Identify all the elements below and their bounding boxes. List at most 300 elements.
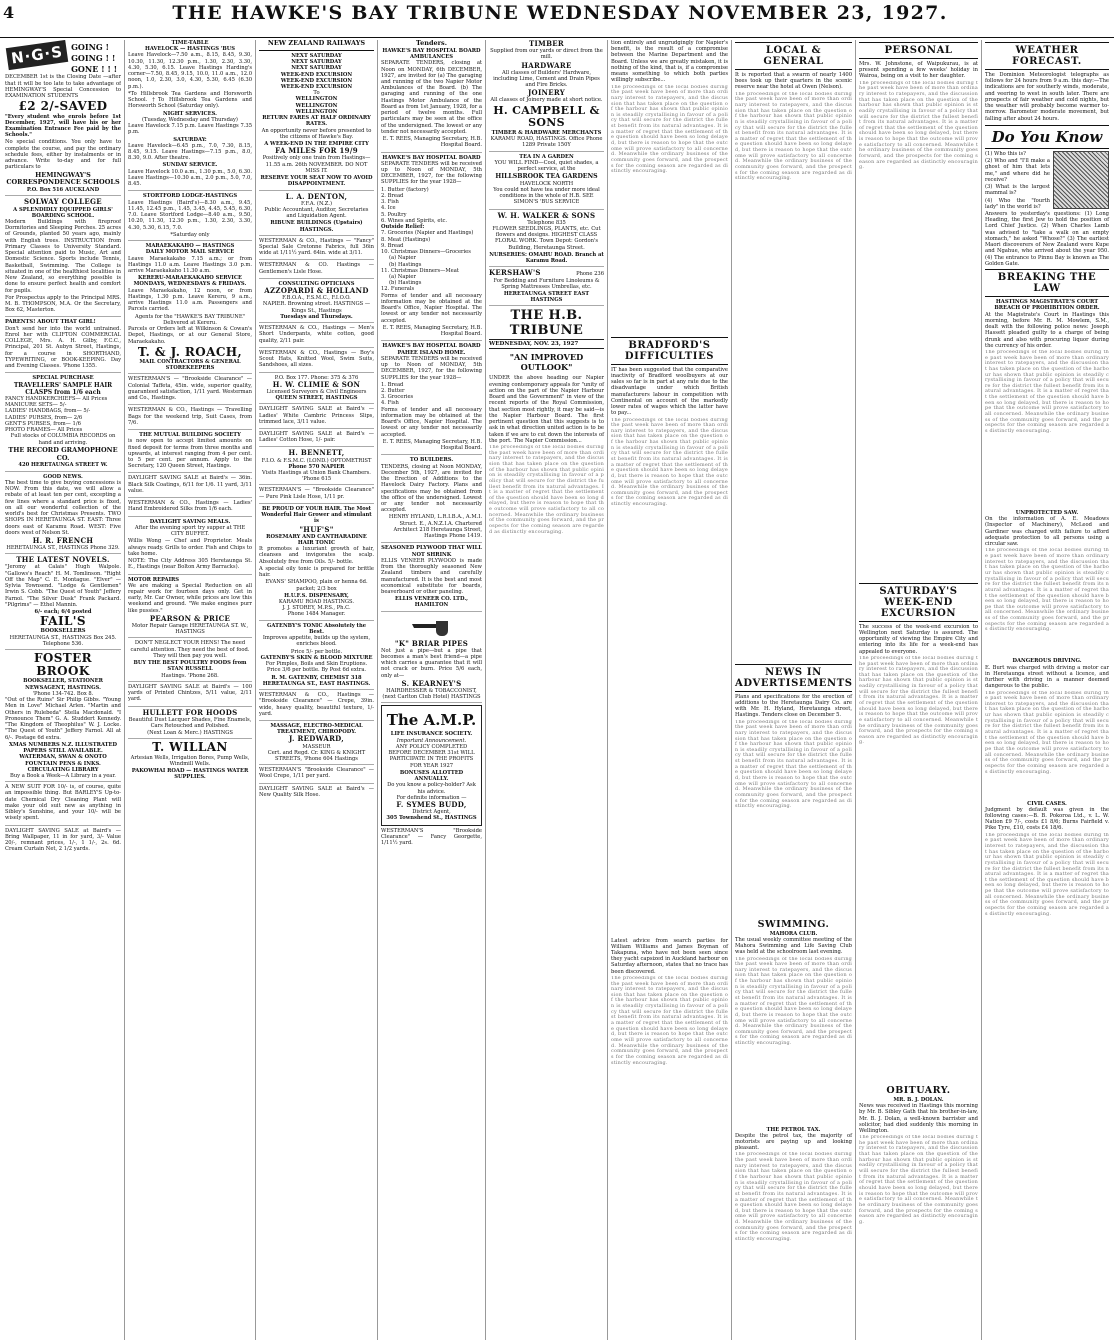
denton-ad (259, 193, 374, 236)
newsads-body: Plans and specifications for the erection of additions to the Heretaunga Dairy Co. are with Mr. H. Hyland, Heretaunga street, Hastings. Tenders close on December 5. (735, 693, 852, 719)
motor-head: MOTOR REPAIRS (128, 576, 180, 583)
daylight-b (259, 431, 374, 447)
column-4 (377, 40, 485, 1340)
daylight-bottom-body: DAYLIGHT SAVING SALE at Baird's — Bring Wallpaper, 11 in for yard, 3/- Value 20/-, remnant prices, 1/-, 1 1/-, 2s. 6d. Cream Curtain Net, 2 1/2 yards. (5, 827, 121, 853)
column-9 (981, 40, 1112, 1340)
westerman-2 (259, 262, 374, 278)
gatenby-chemist: R. M. GATENBY, CHEMIST 318 HERETAUNGA ST., EAST HASTINGS. (262, 674, 371, 687)
latest-head: THE LATEST NOVELS. (16, 556, 110, 565)
ad-text: DAYLIGHT SAVING SALE at Baird's — Ladies' White Cambric Princess Slips, trimmed lace, 3/11 value. (259, 406, 374, 425)
bradford-lead: IT has been suggested that the comparative inactivity of Bradford woolbuyers at our sales so far is in part at any rate due to the disadvantage under which British manufacturers labour in competition with Continental on account of the markedly lower rates of wages which the latter have to pay... (611, 366, 728, 417)
tenders-head: Tenders. (416, 40, 447, 47)
skin-head: GATENBY'S SKIN & BLOOD MIXTURE (260, 654, 373, 661)
hufs-body: It promotes a luxuriant growth of hair, cleanses and invigorates the scalp. Absolutely free from Oils. 5/- bottle. (259, 546, 374, 565)
ad-text: DAYLIGHT SAVING SALE at Baird's — 100 yards of Printed Chintzes, 5/11 value, 2/11 yard. (128, 683, 252, 703)
kershaw-phone: Phone 236 (576, 271, 604, 278)
column-7 (731, 40, 855, 1340)
willan-addr: PAKOWHAI ROAD — HASTINGS WATER SUPPLIES. (131, 767, 249, 781)
fails-name: FAIL'S (40, 614, 86, 629)
date-left: WEDNESDAY, NOV. 23, 1927 (489, 341, 579, 348)
personal-text: The proceedings of the local bodies during the past week have been of more than ordinary interest to ratepayers, and the discussion that has taken place on the question of the harbour has shown that public opinion is steadily crystallising in favour of a policy that will secure for the district the fullest benefit from its natural advantages. It is a matter of regret that the settlement of the question should have been so long delayed, but there is reason to hope that the outcome will prove satisfactory to all concerned. Meanwhile the ordinary business of the community goes forward, and the prospects for the coming season are regarded as distinctly encouraging. (859, 80, 978, 171)
t2-item: 3. Fish (381, 199, 399, 206)
climie-name: H. W. CLIMIE & SON (272, 379, 361, 389)
column-5 (485, 40, 607, 1340)
next-sat: NEXT SATURDAY (291, 52, 342, 59)
plywood-head: SEASONED PLYWOOD THAT WILL NOT SHRINK (381, 545, 482, 558)
saturday-body: The success of the week-end excursion to Wellington next Saturday is assured. The opportunity of viewing the Empire City and entering into its life for a week-end has appealed to everyone. (859, 623, 978, 655)
bennett-visit: Visits Hastings at Union Bank Chambers. 'Phone 615 (262, 469, 371, 483)
t2-item: 7. Groceries (Napier and Hastings) (381, 230, 474, 237)
sunday-body: Leave Havelock 10.0 a.m., 1.30 p.m., 5.0, 6.30. Leave Hastings—10.30 a.m., 2.0 p.m., 5.0, 7.0, 8.45. (128, 168, 252, 188)
t2-item: 8. Meat (Hastings) (381, 236, 431, 243)
t2-item: 4. Ice (381, 205, 396, 212)
night-head: NIGHT SERVICES. (163, 110, 217, 117)
t3-item: 4. Fish (381, 400, 399, 407)
law-head: BREAKING THE LAW (985, 269, 1109, 297)
massage: MASSAGE, ELECTRO-MEDICAL TREATMENT, CHIROPODY. (270, 723, 363, 736)
ad-text: WESTERMAN & CO., Hastings — Ladies' Hand Embroidered Silks from 1/6 each. (128, 500, 252, 513)
personal-head: PERSONAL (859, 42, 978, 59)
quiz-q3: (3) What is the largest mammal is? (985, 184, 1050, 197)
t3-body: SEPARATE TENDERS will be received up to Noon of MONDAY, 5th DECEMBER, 1927, for the following SUPPLIES for the year 1928— (381, 355, 482, 381)
parents-body: Don't send her into the world untrained. Enrol her with CLIFTON COMMERCIAL COLLEGE, Mrs. A. H. Gilby, F.C.C., Principal, 201 St. Aubyn Street, Hastings, for a course in SHORTHAND, TYPEWRITING, or BOOK-KEEPING. Day and Evening Classes. 'Phone 1355. (5, 325, 121, 370)
ad-text: DAYLIGHT SAVING SALE at Baird's — 36in. Black Silk Coatings, 6/11 for 1/6. 11 yard, 3/11 value. (128, 475, 252, 494)
kershaw-ad (489, 269, 604, 306)
t3-tail: Forms of tender and all necessary information may be obtained at the Board's Office, Napier Hospital. The lowest or any tender not necessarily accepted. (381, 406, 482, 438)
redward-sub: MASSEUR (302, 743, 331, 750)
amp-body: ANY POLICY COMPLETED BEFORE DECEMBER 31st WILL PARTICIPATE IN THE PROFITS FOR YEAR 1927 (388, 743, 475, 769)
reserve: RESERVE YOUR SEAT NOW TO AVOID DISAPPOINTMENT. (260, 175, 373, 188)
hemingway-ad (5, 40, 121, 196)
t2-sign: E. T. REES, Managing Secretary, H.B. Hospital Board. (382, 324, 482, 338)
bradford-head: BRADFORD'S DIFFICULTIES (611, 337, 728, 365)
amp-ad (381, 705, 482, 825)
local-lead: It is reported that a swarm of nearly 1400 bees took up their quarters in the scenic reserve near the hotel at Owen (Nelson). (735, 72, 852, 91)
tea-tail: You could not have tea under more ideal conditions in the whole of H.B. SEE SIMON'S 'BUS SERVICE (493, 186, 600, 206)
tonic-body: Improves appetite, builds up the system, enriches blood. (262, 635, 371, 648)
solway-sub: A SPLENDIDLY EQUIPPED GIRLS' BOARDING SCHOOL. (13, 206, 113, 219)
week-end-city: A WEEK-END IN THE EMPIRE CITY (264, 141, 369, 148)
t2-head: HAWKE'S BAY HOSPITAL BOARD (382, 154, 481, 161)
ad-text: WESTERMAN & CO., Hastings — Men's Short Underpants, white cotton, good quality, 2/11 pair. (259, 325, 374, 344)
walker-ad (489, 212, 604, 268)
purchase-head: SPECIAL PURCHASE (32, 375, 94, 382)
briar-ad (381, 614, 482, 704)
denton-name: L. A. DENTON, (285, 192, 348, 201)
record-addr: 420 HERETAUNGA STREET W. (18, 462, 108, 469)
tea-body: YOU WILL FIND—Cool, quiet shades, a perfect service, at the (494, 159, 599, 172)
t2-tail: Forms of tender and all necessary information may be obtained at the Board's Office, Napier Hospital. The lowest or any tender not necessarily accepted. (381, 292, 482, 324)
dont-neglect: DON'T NEGLECT YOUR HENS! The need careful attention. They need the best of food. They will then pay you well. (130, 640, 250, 659)
builders-tender (381, 457, 482, 543)
tender-3 (381, 343, 482, 455)
campbell-sub: TIMBER & HARDWARE MERCHANTS (491, 129, 602, 136)
t3-head: HAWKE'S BAY HOSPITAL BOARD PAHEE ISLAND HOME. (382, 343, 481, 356)
column-8 (855, 40, 981, 1340)
record-name: THE RECORD GRAMOPHONE CO. (8, 445, 118, 462)
azz-sub: F.B.O.A., F.S.M.C., F.I.O.O. (282, 295, 351, 302)
newsads-text: The proceedings of the local bodies during the past week have been of more than ordinary interest to ratepayers, and the discussion that has taken place on the question of the harbour has shown that public opinion is steadily crystallising in favour of a policy that will secure for the district the fullest benefit from its natural advantages. It is a matter of regret that the settlement of the question should have been so long delayed, but there is reason to hope that the outcome will prove satisfactory to all concerned. Meanwhile the ordinary business of the community goes forward, and the prospects for the coming season are regarded as distinctly encouraging. (735, 719, 852, 810)
joinery-head: JOINERY (527, 88, 566, 98)
hufs-ad (259, 506, 374, 621)
stortford-body: Leave Hastings (Baird's)—8.30 a.m., 9.45, 11.45, 12.45 p.m., 1.45, 3.45, 4.45, 5.45, 6.30, 7.0. Leave Stortford Lodge—8.40 a.m., 9.50, 10.20, 11.30, 12.30 p.m., 1.30, 2.30, 3.30, 4.30, 5.30, 6.15, 7.0. (128, 199, 252, 231)
be-proud: BE PROUD OF YOUR HAIR. The Most Wonderful Hair Grower and stimulant is (261, 505, 372, 525)
city-buffet-ad (128, 519, 252, 575)
foster-brook-ad (5, 652, 121, 782)
hullett-addr: (Next Loan & Merc.) HASTINGS (147, 730, 233, 737)
hullett-ad (128, 709, 252, 740)
t1-head: HAWKE'S BAY HOSPITAL BOARD AMBULANCES (382, 47, 481, 61)
obit-sub: MR. B. J. DOLAN. (893, 1096, 944, 1103)
wellington-line: WELLINGTON (295, 96, 338, 103)
westerman-7 (259, 767, 374, 783)
consulting: CONSULTING OPTICIANS (278, 280, 355, 287)
goodnews-head: GOOD NEWS. (43, 473, 83, 480)
timber-body: Supplied from our yards or direct from the mill. (490, 48, 603, 61)
storey-name: J. J. STOREY, M.P.S., Ph.C. (282, 605, 351, 612)
going-2: GOING ! ! (71, 52, 116, 63)
tea-name: HILLSBROOK TEA GARDENS (495, 173, 598, 181)
ad-text: WESTERMAN'S "Brookside Clearance" — Wool Crepe, 1/11 per yard. (259, 767, 374, 780)
mara-head: MARAEKAKAHO — HASTINGS (145, 243, 235, 250)
joinery-body: All classes of Joinery made at short notice. (490, 97, 603, 104)
law-text: The proceedings of the local bodies during the past week have been of more than ordinary interest to ratepayers, and the discussion that has taken place on the question of the harbour has shown that public opinion is steadily crystallising in favour of a policy that will secure for the district the fullest benefit from its natural advantages. It is a matter of regret that the settlement of the question should have been so long delayed, but there is reason to hope that the outcome will prove satisfactory to all concerned. Meanwhile the ordinary business of the community goes forward, and the prospects for the coming season are regarded as distinctly encouraging. (985, 349, 1109, 434)
queen-st: QUEEN STREET, HASTINGS (275, 395, 358, 402)
walker-name: W. H. WALKER & SONS (497, 211, 596, 220)
kereru-head: KERERU-MARAEKAKAHO SERVICE (138, 275, 242, 282)
westerman-bottom (381, 828, 482, 850)
fare: FA MILES FOR 19/9 (275, 146, 358, 156)
search-parties: Latest advice from search parties for William Williams and James Boyman of Takapuna, who have not been seen since they yacht capsized in Auckland harbour on Saturday afternoon, states that no trace has been discovered. (611, 937, 728, 975)
hufs-disp: H.U.F.S. DISPENSARY, (284, 592, 349, 599)
dateline (489, 339, 604, 349)
timetable-sub: HAVELOCK — HASTINGS 'BUS (144, 46, 236, 53)
walker-phone: Telephone 835 (527, 219, 566, 226)
quiz-q1: (1) Who this is? (985, 150, 1026, 157)
tender-1 (381, 48, 482, 153)
gatenby-ad (259, 623, 374, 690)
law-sub2: BREACH OF PROHIBITION ORDER. (994, 305, 1100, 312)
suit-body: A NEW SUIT FOR 10/- is, of course, quite an impossible thing. But BARLEY'S Up-to-date Chemical Dry Cleaning Plant will make your old suit new as anything in Sibley's Sunshine, and your 10/- will be wisely spent. (5, 784, 121, 822)
kershaw-addr: HERETAUNGA STREET EAST HASTINGS (503, 291, 590, 304)
purchase-line: MANICURE SETS— 5/- (5, 402, 67, 409)
maraekakaho-ad (128, 243, 252, 374)
latest-price: 6/- each; 6/4 posted (34, 608, 92, 615)
column-2 (124, 40, 255, 1340)
daylight-c (259, 786, 374, 801)
kereru-body: Leave Maraekakaho, 12 noon, or from Hastings, 1.30 p.m. Leave Kereru, 9 a.m., arrive Hastings 11.0 a.m. Passengers and Parcels carried. (128, 287, 252, 313)
daylight-a (259, 406, 374, 429)
suit-ad (5, 784, 121, 825)
t2-item: 11. Christmas Dinners—Meat (381, 267, 459, 274)
walker-body: FLOWER SEEDLINGS, PLANTS, etc. Cut flowers and designs. HIGHEST CLASS FLORAL WORK. Town Depot: Gordon's Building, Heretaunga Street. (492, 225, 601, 251)
civil-text: The proceedings of the local bodies during the past week have been of more than ordinary interest to ratepayers, and the discussion that has taken place on the question of the harbour has shown that public opinion is steadily crystallising in favour of a policy that will secure for the district the fullest benefit from its natural advantages. It is a matter of regret that the settlement of the question should have been so long delayed, but there is reason to hope that the outcome will prove satisfactory to all concerned. Meanwhile the ordinary business of the community goes forward, and the prospects for the coming season are regarded as distinctly encouraging. (985, 832, 1109, 917)
weather-head: WEATHER FORECAST. (985, 42, 1109, 70)
willan-ad (128, 741, 252, 782)
circ-sub: Buy a Book a Week—A Library in a year. (10, 773, 116, 779)
article-text: The proceedings of the local bodies during the past week have been of more than ordinary interest to ratepayers, and the discussion that has taken place on the question of the harbour has shown that public opinion is steadily crystallising in favour of a policy that will secure for the district the fullest benefit from its natural advantages. It is a matter of regret that the settlement of the question should have been so long delayed, but there is reason to hope that the outcome will prove satisfactory to all concerned. Meanwhile the ordinary business of the community goes forward, and the prospects for the coming season are regarded as distinctly encouraging. (611, 417, 728, 508)
bennett-name: H. BENNETT, (288, 449, 345, 458)
stortford-ad (128, 193, 252, 241)
purchase-line: LADIES' PURSES, from— 2/6 (5, 414, 83, 421)
next-sat: NEXT SATURDAY (291, 59, 342, 66)
positively: Positively only one train from Hastings—11.55 a.m. 26th NOVEMBER. DO NOT MISS IT. (262, 155, 371, 174)
opportunity: An opportunity never before presented to the citizens of Hawke's Bay. (261, 127, 372, 140)
civil-head: CIVIL CASES. (1027, 800, 1067, 807)
going-1: GOING ! (71, 42, 110, 52)
timetable-notes: *To Hillsbrook Tea Gardens and Horsworth School. †To Hillsbrook Tea Gardens and Horsworth School (Saturday only). (128, 90, 252, 110)
goodnews-body: The best time to give buying concessions is NOW. From this date, we will allow a rebate of at least ten per cent, excepting a few lines where a standard price is fixed, on all our wonderful collection of the world's best for Christmas Presents. TWO SHOPS IN HERETAUNGA ST. EAST: Three doors east of Karamu Road. WEST: Five doors west of Nelson St. (5, 479, 121, 536)
purchase-line: PHOTO FRAMES— All Prices (5, 427, 83, 434)
hullett-body: Beautiful Dust Lacquer Shades, Fine Enamels, Cars Retouched and Polished. (128, 716, 252, 729)
masthead (0, 0, 1114, 38)
going-3: GONE ! ! ! (71, 63, 118, 74)
hardware-body: All classes of Builders' Hardware, including Lime, Cement and Drain Pipes and Fire Bricks. (493, 69, 600, 89)
mutual-head: THE MUTUAL BUILDING SOCIETY (139, 432, 241, 439)
mutual-building-ad (128, 432, 252, 473)
kearney-name: S. KEARNEY'S (401, 678, 462, 688)
buy-best: BUY THE BEST POULTRY FOODS from STAN RUSSELL (133, 660, 247, 673)
t2-item: 5. Poultry (381, 211, 407, 218)
night-sub: (Tuesday, Wednesday and Thursday) (142, 116, 238, 123)
mara-sub: DAILY MOTOR MAIL SERVICE (145, 249, 235, 256)
xmas-line: XMAS NUMBERS N.Z. ILLUSTRATED PAPERS STILL AVAILABLE. (8, 741, 117, 755)
saturday-text: The proceedings of the local bodies during the past week have been of more than ordinary interest to ratepayers, and the discussion that has taken place on the question of the harbour has shown that public opinion is steadily crystallising in favour of a policy that will secure for the district the fullest benefit from its natural advantages. It is a matter of regret that the settlement of the question should have been so long delayed, but there is reason to hope that the outcome will prove satisfactory to all concerned. Meanwhile the ordinary business of the community goes forward, and the prospects for the coming season are regarded as distinctly encouraging. (859, 655, 978, 746)
foster-books: "Out of the Ruins" Sir Philip Gibbs. "Young Men in Love" Michael Arlen. "Martin and Others in Rulebeda" Stella Macdonald. "I Pronounce Them" G. A. Studdert Kennedy. "The Kingdom of Theophilus" W. J. Locke. "The Quest of Youth" Jeffery Farnol. All at 6/-. Postage 6d extra. (5, 697, 121, 741)
swimming-body: The usual weekly committee meeting of the Mahora Swimming and Life Saving Club was held at the schoolroom last evening. (735, 936, 852, 956)
newspaper-title: THE HAWKE'S BAY TRIBUNE WEDNESDAY NOVEMBER 23, 1927. (172, 2, 948, 24)
weekend-line: WEEK-END EXCURSION (280, 83, 353, 90)
mutual-body: is now open to accept limited amounts on fixed deposit for terms from three months and upwards, at interest ranging from 4 per cent. to 5 per cent. per annum. Apply to the Secretary, 120 Queen Street, Hastings. (128, 438, 252, 470)
latest-novels-ad (5, 556, 121, 650)
obit-text: The proceedings of the local bodies during the past week have been of more than ordinary interest to ratepayers, and the discussion that has taken place on the question of the harbour has shown that public opinion is steadily crystallising in favour of a policy that will secure for the district the fullest benefit from its natural advantages. It is a matter of regret that the settlement of the question should have been so long delayed, but there is reason to hope that the outcome will prove satisfactory to all concerned. Meanwhile the ordinary business of the community goes forward, and the prospects for the coming season are regarded as distinctly encouraging. (859, 1135, 978, 1225)
roach-sub: MAIL CONTRACTORS & GENERAL STOREKEEPERS (139, 358, 241, 372)
fails-sub: BOOKSELLERS (40, 628, 86, 635)
amp-addr: 305 Townshend St., HASTINGS (386, 815, 477, 822)
column-1 (2, 40, 124, 1340)
willan-name: T. WILLAN (152, 741, 228, 755)
daylight-ad-c (128, 475, 252, 498)
climie-ad (259, 375, 374, 405)
ad-text: WESTERMAN & CO., Hastings — Travelling Bags for the weekend trip, Suit Cases, from 7/6. (128, 407, 252, 426)
quiz-block (985, 151, 1109, 211)
plywood-ad (381, 545, 482, 611)
agents-body: Parcels or Orders left at Wilkinson & Cowan's Depot, Hastings, or at our General Store, Maraekakaho. (128, 326, 252, 345)
t3-item: 3. Groceries (381, 394, 414, 401)
petrol-text: The proceedings of the local bodies during the past week have been of more than ordinary interest to ratepayers, and the discussion that has taken place on the question of the harbour has shown that public opinion is steadily crystallising in favour of a policy that will secure for the district the fullest benefit from its natural advantages. It is a matter of regret that the settlement of the question should have been so long delayed, but there is reason to hope that the outcome will prove satisfactory to all concerned. Meanwhile the ordinary business of the community goes forward, and the prospects for the coming season are regarded as distinctly encouraging. (735, 1152, 852, 1243)
opticians-ad (259, 281, 374, 323)
quiz-q4: (4) Who the "fourth lady" in the world is? (985, 197, 1050, 210)
t2-item: (a) Napier (389, 255, 416, 262)
daylight-ad-e (128, 684, 252, 707)
redward-ad (259, 723, 374, 765)
amp-agent-sub: District Agent, (412, 809, 451, 816)
return-fares: RETURN FARES AT HALF ORDINARY RATES. (262, 115, 371, 128)
petrol-body: Despite the petrol tax, the majority of motorists are paying up and looking pleasant. (735, 1132, 852, 1152)
parents-ad (5, 319, 121, 373)
swimming-text: The proceedings of the local bodies during the past week have been of more than ordinary interest to ratepayers, and the discussion that has taken place on the question of the harbour has shown that public opinion is steadily crystallising in favour of a policy that will secure for the district the fullest benefit from its natural advantages. It is a matter of regret that the settlement of the question should have been so long delayed, but there is reason to hope that the outcome will prove satisfactory to all concerned. Meanwhile the ordinary business of the community goes forward, and the prospects for the coming season are regarded as distinctly encouraging. (735, 956, 852, 1047)
ad-text: WESTERMAN & CO., Hastings — "Brookside Clearance" — Crepe, 39in. wide, heavy quality, beautiful texture, 1/- yard. (259, 692, 374, 717)
t2-item: 6. Wines and Spirits, etc. (381, 217, 448, 224)
hem-conditions: No special conditions. You only have to complete the course, and pay the ordinary schedule fees, either by instalments or in advance. Write to-day and for full particulars to (5, 139, 121, 171)
tender-2 (381, 155, 482, 342)
editorial-text: The proceedings of the local bodies during the past week have been of more than ordinary interest to ratepayers, and the discussion that has taken place on the question of the harbour has shown that public opinion is steadily crystallising in favour of a policy that will secure for the district the fullest benefit from its natural advantages. It is a matter of regret that the settlement of the question should have been so long delayed, but there is reason to hope that the outcome will prove satisfactory to all concerned. Meanwhile the ordinary business of the community goes forward, and the prospects for the coming season are regarded as distinctly encouraging. (489, 445, 604, 535)
azz-addr: NAPIER. Browning street. HASTINGS — Kings St., Hastings (262, 301, 371, 314)
saturday-head: SATURDAY: (173, 136, 207, 143)
ad-text: WESTERMAN'S "Brookside Clearance" — Fancy Georgette, 1/11½ yard. (381, 827, 482, 847)
ad-text: WESTERMAN & CO. Hastings — Gentlemen's Lisle Hose. (259, 262, 374, 275)
solway-body: Modern Buildings with fireproof Dormitories and Sleeping Porches. 25 acres of Grounds, planted 50 years ago, mainly with English trees. INSTRUCTION from Primary Classes to University Standard. Special attention paid to Music, Art and Domestic Science. Sports include Tennis, Basketball, Swimming. The College is situated in one of the healthiest localities in New Zealand, so everything possible is done to ensure perfect health and comfort for pupils. (5, 218, 121, 294)
railways-ad (259, 40, 374, 191)
climie-sub: Licensed Surveyors & Civil Engineers (266, 388, 367, 395)
purchase-line: FANCY HANDKERCHIEFS— All Prices (5, 395, 108, 402)
swimming-head: SWIMMING. (757, 918, 830, 930)
t3-sign: E. T. REES, Managing Secretary, H.B. Hospital Board. (382, 438, 482, 452)
t1-sign: E. T. REES, Managing Secretary, H.B. Hospital Board. (382, 136, 482, 149)
hem-body: DECEMBER 1st is the Closing Date —after that it will be too late to take advantage of HEMINGWAY'S Special Concession to EXAMINATION STUDENTS (5, 74, 121, 100)
timetable-body: Leave Havelock—7.50 a.m., 8.15, 8.45, 9.30, 10.30, 11.30, 12.30 p.m., 1.30, 2.30, 3.30, 4.30, 5.30, 6.15. Leave Hastings Harding's corner—7.50, 8.45, 9.15, 10.0, 11.0 a.m., 12.0 noon, 1.0, 2.30, 3.0, 4.30, 5.30, 6.45 (6.30 p.m.). (128, 52, 252, 90)
next-sat: NEXT SATURDAY (291, 65, 342, 72)
dangerous-body: E. Burt was charged with driving a motor car in Heretaunga street without a licence, and further with driving in a manner deemed dangerous to the public. (985, 664, 1109, 690)
column-3 (255, 40, 377, 1340)
editorial-head: "AN IMPROVED OUTLOOK" (509, 352, 584, 373)
purchase-sub: TRAVELLERS' SAMPLE HAIR CLASPS from 1/6 each (13, 381, 113, 396)
swimming-sub: MAHORA CLUB. (769, 930, 818, 937)
goodnews-ad (5, 474, 121, 555)
timetable-head: TIME-TABLE (171, 40, 209, 46)
westerman-6 (259, 692, 374, 721)
unprot-body: On the information of A. E. Meadows (Inspector of Machinery), McLeod and Gardiner was charged with failure to afford adequate protection to all persons using a circular saw. (985, 516, 1109, 548)
weather-body: The Dominion Meteorologist telegraphs as follows for 24 hours from 9 a.m. this day:—The indications are for southerly winds, moderate, and veering to west in south later. There are prospects of fair weather and cold nights, but the weather will probably become warmer to-morrow. Barometer moderate movement, but falling after about 24 hours. (985, 72, 1109, 122)
amp-sub: LIFE INSURANCE SOCIETY. (390, 731, 473, 738)
stortford-head: STORTFORD LODGE-HASTINGS (142, 193, 238, 200)
redward-name: J. REDWARD, (288, 734, 345, 744)
t2-item: 9. Bread (381, 242, 404, 249)
kearney-addr: HAIRDRESSER & TOBACCONIST, (next Carlton Club Hotel) HASTINGS (382, 687, 481, 701)
local-text: The proceedings of the local bodies during the past week have been of more than ordinary interest to ratepayers, and the discussion that has taken place on the question of the harbour has shown that public opinion is steadily crystallising in favour of a policy that will secure for the district the fullest benefit from its natural advantages. It is a matter of regret that the settlement of the question should have been so long delayed, but there is reason to hope that the outcome will prove satisfactory to all concerned. Meanwhile the ordinary business of the community goes forward, and the prospects for the coming season are regarded as distinctly encouraging. (735, 91, 852, 182)
french-addr: HERETAUNGA ST., HASTINGS Phone 329. (6, 545, 120, 552)
obit-body: News was received in Hastings this morning by Mr. B. Sibley Gath that his brother-in-law, Mr. B. J. Dolan, a well-known barrister and solicitor, had died suddenly this morning in Wellington. (859, 1103, 978, 1134)
purchase-tail: Full stocks of COLUMBIA RECORDS on hand and arriving. (10, 433, 116, 446)
agents-head: Agents for the "HAWKE'S BAY TRIBUNE" Delivered at Kereru. (135, 313, 245, 326)
stan-phone: Hastings. 'Phone 268. (161, 672, 219, 679)
solway-ad (5, 198, 121, 317)
quiz-answers: Answers to yesterday's questions: (1) Long Heading, the first Jew to hold the position of Lord Chief Justice. (2) When Charles Lamb was advised to "take a walk on an empty stomach," he asked "Whose?" (3) The earliest Maori discoverers of New Zealand were Kupe and Ngahue, who arrived about the year 950. (4) The entrance to Pinnu Bay is known as The Golden Gate. (985, 210, 1109, 267)
city-note: NOTE: The City Address 305 Heretaunga St. E., Hastings (near Bolton Army Barracks). (128, 558, 252, 571)
hullett-name: HULLETT FOR HOODS (142, 708, 238, 717)
tea-head: TEA IN A GARDEN (519, 153, 574, 160)
denton-addr: RIBUNE BUILDINGS (Upstairs) HASTINGS. (270, 220, 363, 233)
dangerous-head: DANGEROUS DRIVING. (1012, 658, 1082, 665)
editorial-lead: UNDER the above heading our Napier evening contemporary appeals for "unity of action on the part of the Napier Harbour Board and the Government" in view of the recent reports of the Royal Commission, that section most rightly, it may be said—is the Napier Harbour Board. The first pertinent question that this suggests is to ask in what direction united action is to be taken if we are to cut down the interests of the port. The Napier Commission... (489, 375, 604, 444)
pearson-name: PEARSON & PRICE (149, 613, 231, 623)
amp-particulars: For definite information — (396, 794, 467, 801)
fails-addr: HERETAUNGA ST., HASTINGS Box 245. Telephone 536. (9, 634, 117, 647)
karamu: KARAMU ROAD HASTINGS. (278, 599, 355, 606)
briar-body: Not just a pipe—but a pipe that becomes a man's best friend—a pipe which carries a guarantee that it will not crack or burn. Price 5/6 each, only at— (381, 647, 482, 679)
do-you-know-head: Do You Know (985, 125, 1109, 149)
article-text: The proceedings of the local bodies during the past week have been of more than ordinary interest to ratepayers, and the discussion that has taken place on the question of the harbour has shown that public opinion is steadily crystallising in favour of a policy that will secure for the district the fullest benefit from its natural advantages. It is a matter of regret that the settlement of the question should have been so long delayed, but there is reason to hope that the outcome will prove satisfactory to all concerned. Meanwhile the ordinary business of the community goes forward, and the prospects for the coming season are regarded as distinctly encouraging. (611, 975, 728, 1066)
bennett-ad (259, 449, 374, 485)
ad-text: DAYLIGHT SAVING SALE at Baird's — New Quality Silk Hose. (259, 785, 374, 798)
campbell-ad (489, 40, 604, 152)
unprot-head: UNPROTECTED SAW. (1015, 509, 1079, 516)
nzr-head: NEW ZEALAND RAILWAYS (267, 40, 366, 47)
law-body: At the Magistrate's Court in Hastings this morning, before Mr. R. M. Mowlem, S.M., dealt with the following police news: Joseph Hassett pleaded guilty to a charge of being drunk and also with procuring liquor during the currency of his order. (985, 311, 1109, 349)
sunday-head: SUNDAY SERVICE. (162, 162, 218, 169)
ad-text: DAYLIGHT SAVING SALE at Baird's — Ladies' Cotton Hose, 1/- pair. (259, 431, 374, 444)
meals-body: After the evening sport try supper at THE CITY BUFFET. (134, 524, 246, 538)
tea-garden-ad (489, 154, 604, 210)
amp-agent: F. SYMES BUDD, (396, 800, 467, 810)
wellington-line: WELLINGTON (295, 108, 338, 115)
purchase-line: GENT'S PURSES, from— 1/6 (5, 420, 81, 427)
night-body: Leave Havelock 7.15 p.m. Leave Hastings 7.35 p.m. (128, 123, 252, 136)
special-oily: A special oily tonic is prepared for brittle hair. (259, 565, 374, 579)
latest-body: "Jeromy at Calais" Hugh Walpole. "Gallows's Reach" H. M. Tomlinson. "Right Off the Map" C. E. Montague. "Elver" — Sylvia Townsend. "Lodge & Gentlemen" Irwin S. Cobb. "The Quest of Youth" Jeffery Farnol. "The Silver Dusk" Frank Packard. "Pilgrims" — Ethel Mannin. (5, 564, 121, 608)
saturday-head: SATURDAY'S WEEK-END EXCURSION (859, 583, 978, 622)
timetable-ad (128, 40, 252, 191)
redward-addr: Cert. and Regd. Cr. KING & KNIGHT STREETS, 'Phone 604 Hastings (267, 749, 366, 762)
solway-prospectus: For Prospectus apply to the Principal MRS. M. B. THOMPSON, M.A. Or the Secretary, Box 62, Masterton. (5, 294, 121, 314)
westerman-ad-d (128, 500, 252, 516)
purchase-ad (5, 375, 121, 471)
solway-head: SOLWAY COLLEGE (24, 198, 102, 207)
mara-body: Leave Maraekakaho 7.15 a.m.; or from Hastings 11.0 a.m. Leave Hastings 3.0 p.m. arrive Maraekakaho 11.30 a.m. (128, 255, 252, 274)
builders-head: TO BUILDERS. (409, 457, 454, 464)
amp-bonus: BONUSES ALLOTTED ANNUALLY. (399, 769, 464, 783)
portrait-image (1053, 151, 1109, 209)
campbell-addr: KARAMU ROAD, HASTINGS. Office Phone 1289 Private 150Y (490, 136, 603, 149)
denton-sub: F.F.A. (N.Z.) (301, 200, 332, 207)
weekend-line: WEEK-END EXCURSION (280, 71, 353, 78)
quiz-q2: (2) Who and "I'll make a ghost of him that lets me," and where did he receive? (985, 158, 1050, 183)
westerman-ad-b (128, 407, 252, 430)
t2-item: 2. Bread (381, 192, 404, 199)
plywood-body: ELLIS VENEER PLYWOOD is made from the thoroughly seasoned New Zealand timbers and carefully manufactured. It is the best and most economical substitute for boards, beaverboard or other paneling. (381, 557, 482, 596)
tea-addr: HAVELOCK NORTH (519, 180, 574, 187)
westerman-4 (259, 350, 374, 373)
waterman-line: WATERMAN, SWAN & ONOTO FOUNTAIN PENS & INKS. (19, 754, 107, 767)
t2-item: 1. Butter (factory) (381, 186, 429, 193)
willan-body: Artesian Wells, Irrigation Bores, Pump Wells, Windmill Wells. (130, 754, 250, 767)
kershaw-name: KERSHAW'S (489, 269, 541, 278)
article-text: The proceedings of the local bodies during the past week have been of more than ordinary interest to ratepayers, and the discussion that has taken place on the question of the harbour has shown that public opinion is steadily crystallising in favour of a policy that will secure for the district the fullest benefit from its natural advantages. It is a matter of regret that the settlement of the question should have been so long delayed, but there is reason to hope that the outcome will prove satisfactory to all concerned. Meanwhile the ordinary business of the community goes forward, and the prospects for the coming season are regarded as distinctly encouraging. (611, 84, 728, 175)
hufs: "HUF'S" (299, 524, 334, 534)
column-6 (607, 40, 731, 1340)
dangerous-text: The proceedings of the local bodies during the past week have been of more than ordinary interest to ratepayers, and the discussion that has taken place on the question of the harbour has shown that public opinion is steadily crystallising in favour of a policy that will secure for the district the fullest benefit from its natural advantages. It is a matter of regret that the settlement of the question should have been so long delayed, but there is reason to hope that the outcome will prove satisfactory to all concerned. Meanwhile the ordinary business of the community goes forward, and the prospects for the coming season are regarded as distinctly encouraging. (985, 690, 1109, 775)
saturday-body: Leave Havelock—6.45 p.m., 7.0, 7.30, 8.15, 8.45, 9.15. Leave Hastings—7.15 p.m., 8.0, 8.30, 9.0. After theatre. (128, 142, 252, 162)
walker-addr: NURSERIES: OMAHU ROAD. Branch at Karamu Road. (489, 251, 604, 265)
westerman-ad-a (128, 376, 252, 405)
hardware-head: HARDWARE (521, 60, 572, 70)
po-box: P.O. Box 177. Phone: 375 & 376 (274, 374, 359, 381)
t3-item: 1. Bread (381, 381, 404, 388)
builders-body: TENDERS, closing at Noon MONDAY, December 5th, 1927, are invited for the Erection of Additions to the Havelock Dairy Factory. Plans and specifications may be obtained from the office of the undersigned. Lowest or any tender not necessarily accepted. (381, 463, 482, 514)
daylight-ad-bottom (5, 828, 121, 856)
stortford-note: *Saturday only (170, 231, 210, 238)
hem-quote: "Every student who enrols before 1st December, 1927, will have his or her Examination Entrance Fee paid by the Schools." (5, 113, 121, 139)
foster-name: FOSTER BROOK (33, 652, 93, 679)
foster-phone: 'Phone 134-742. Box 8. (32, 690, 94, 697)
hem-address: P.O. Box 516 AUCKLAND (26, 187, 100, 194)
t2-item: 10. Christmas Dinners—Groceries (381, 249, 471, 256)
bennett-phone: Phone 570 NAPIER (288, 463, 345, 470)
timber-head: TIMBER (528, 40, 565, 48)
newsads-head: NEWS IN ADVERTISEMENTS (735, 664, 852, 692)
meals-head: DAYLIGHT SAVING MEALS. (149, 518, 231, 525)
westerman-3 (259, 325, 374, 348)
